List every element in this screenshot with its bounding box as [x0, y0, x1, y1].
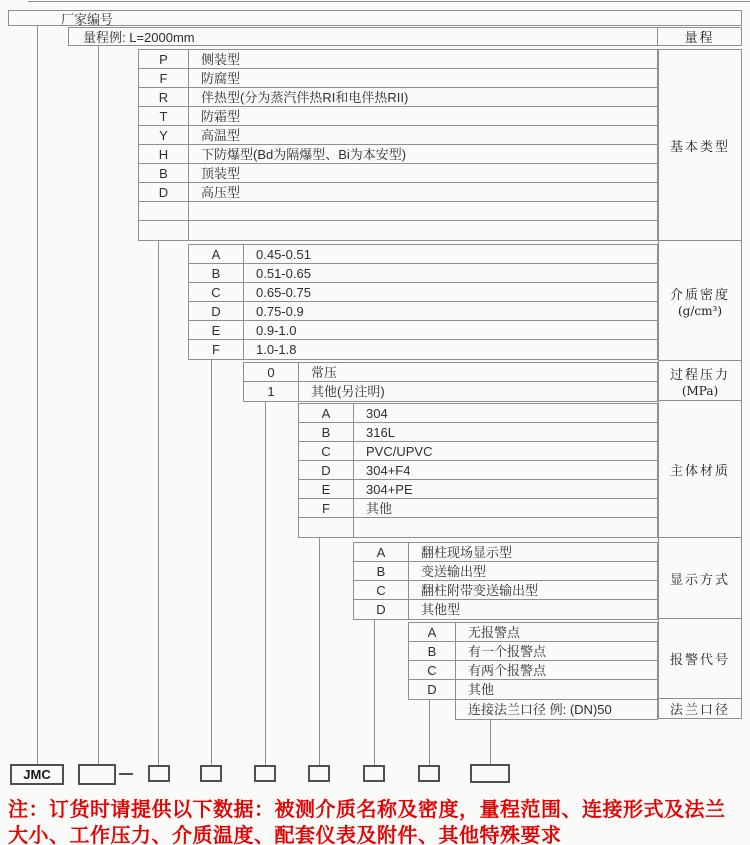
table-row — [354, 600, 657, 619]
model-code-box-density — [200, 765, 222, 782]
range-section-label: 量程 — [657, 28, 741, 45]
desc-cell: 其他型 — [421, 602, 461, 617]
model-dash — [119, 773, 133, 775]
code-cell: 0 — [244, 363, 299, 381]
code-cell: D — [139, 183, 189, 201]
table-row — [244, 382, 657, 401]
section-body-material — [298, 403, 658, 538]
table-row — [409, 623, 657, 642]
connector-line — [158, 241, 159, 765]
table-row — [354, 581, 657, 600]
code-cell: Y — [139, 126, 189, 144]
desc-cell: 0.51-0.65 — [256, 265, 311, 281]
code-cell: C — [354, 581, 409, 599]
table-row — [456, 700, 657, 719]
desc-cell: 下防爆型(Bd为隔爆型、Bi为本安型) — [201, 146, 407, 162]
table-row-empty — [299, 518, 657, 537]
desc-cell: 0.9-1.0 — [256, 322, 297, 338]
label-medium-density: 介质密度 (g/cm³) — [658, 240, 742, 361]
desc-cell: 1.0-1.8 — [256, 342, 297, 357]
model-range-box — [78, 764, 116, 785]
desc-cell: PVC/UPVC — [366, 443, 433, 459]
section-flange-size — [455, 699, 658, 720]
code-cell: D — [189, 302, 244, 320]
table-row — [189, 340, 657, 359]
code-cell: A — [299, 404, 354, 422]
connector-line — [211, 360, 212, 765]
table-row — [189, 245, 657, 264]
top-border-line — [28, 1, 750, 2]
desc-cell: 翻柱现场显示型 — [421, 544, 513, 560]
table-row — [189, 264, 657, 283]
table-row — [299, 442, 657, 461]
code-cell: A — [409, 623, 456, 641]
desc-cell: 变送输出型 — [421, 563, 487, 579]
connector-line — [490, 720, 491, 764]
desc-cell: 0.45-0.51 — [256, 246, 311, 262]
code-cell: R — [139, 88, 189, 106]
ordering-note-line2: 大小、工作压力、介质温度、配套仪表及附件、其他特殊要求 — [8, 825, 562, 845]
code-cell: C — [299, 442, 354, 460]
connector-line — [37, 26, 38, 764]
section-display-mode — [353, 542, 658, 620]
code-cell: B — [354, 562, 409, 580]
table-row — [354, 562, 657, 581]
desc-cell: 304+PE — [366, 481, 413, 497]
code-cell: B — [189, 264, 244, 282]
code-cell: C — [409, 661, 456, 679]
table-row — [299, 423, 657, 442]
table-row — [409, 680, 657, 699]
range-example-text: 量程例: L=2000mm — [83, 30, 195, 45]
desc-cell: 常压 — [311, 364, 338, 380]
desc-cell: 高压型 — [201, 184, 241, 200]
desc-cell: 有两个报警点 — [468, 662, 547, 678]
model-code-box-material — [308, 765, 330, 782]
table-row — [244, 363, 657, 382]
label-body-material: 主体材质 — [658, 400, 742, 538]
code-cell — [139, 221, 189, 240]
section-medium-density — [188, 244, 658, 360]
desc-cell: 翻柱附带变送输出型 — [421, 582, 539, 598]
table-row — [139, 183, 657, 202]
desc-cell: 有一个报警点 — [468, 643, 547, 659]
table-row — [299, 499, 657, 518]
desc-cell: 高温型 — [201, 127, 241, 143]
label-display-mode: 显示方式 — [658, 537, 742, 619]
code-cell: A — [354, 543, 409, 561]
connector-line — [98, 46, 99, 764]
desc-cell: 304 — [366, 405, 388, 421]
section-process-pressure — [243, 362, 658, 402]
model-code-box-flange — [470, 764, 510, 783]
code-cell: D — [299, 461, 354, 479]
code-cell — [299, 518, 354, 537]
table-row — [299, 404, 657, 423]
code-cell: F — [139, 69, 189, 87]
table-row — [409, 642, 657, 661]
label-flange-size: 法兰口径 — [658, 698, 742, 719]
connector-line — [429, 700, 430, 765]
connector-line — [265, 402, 266, 765]
table-row — [299, 461, 657, 480]
code-cell: T — [139, 107, 189, 125]
model-code-box-pressure — [254, 765, 276, 782]
code-cell: C — [189, 283, 244, 301]
table-row-empty — [139, 202, 657, 221]
code-cell: H — [139, 145, 189, 163]
table-row — [189, 283, 657, 302]
code-cell: E — [299, 480, 354, 498]
code-cell: D — [409, 680, 456, 699]
desc-cell: 0.75-0.9 — [256, 303, 304, 319]
code-cell: F — [189, 340, 244, 359]
model-code-box-display — [363, 765, 385, 782]
label-process-pressure: 过程压力 (MPa) — [658, 360, 742, 401]
table-row — [354, 543, 657, 562]
desc-cell: 其他 — [366, 500, 393, 516]
code-cell: A — [189, 245, 244, 263]
table-row — [139, 145, 657, 164]
code-cell: B — [409, 642, 456, 660]
table-row — [189, 321, 657, 340]
desc-cell: 无报警点 — [468, 624, 521, 640]
section-basic-type — [138, 49, 658, 241]
desc-cell: 顶装型 — [201, 165, 241, 181]
desc-cell: 侧装型 — [201, 51, 241, 67]
code-cell: B — [139, 164, 189, 182]
label-alarm-code: 报警代号 — [658, 618, 742, 699]
code-cell: P — [139, 50, 189, 68]
code-cell: 1 — [244, 382, 299, 401]
table-row — [189, 302, 657, 321]
desc-cell: 316L — [366, 424, 395, 440]
connector-line — [374, 620, 375, 765]
table-row-empty — [139, 221, 657, 240]
desc-cell: 其他(另注明) — [311, 384, 385, 399]
desc-cell: 防腐型 — [201, 70, 241, 86]
code-cell: D — [354, 600, 409, 619]
label-basic-type: 基本类型 — [658, 49, 742, 241]
desc-cell: 0.65-0.75 — [256, 284, 311, 300]
model-code-box-alarm — [418, 765, 440, 782]
section-alarm-code — [408, 622, 658, 700]
flange-text: 连接法兰口径 例: (DN)50 — [468, 702, 612, 717]
code-cell: E — [189, 321, 244, 339]
desc-cell: 防霜型 — [201, 108, 241, 124]
model-code-box-basic-type — [148, 765, 170, 782]
model-prefix-box: JMC — [10, 764, 64, 785]
table-row — [139, 164, 657, 183]
desc-cell: 伴热型(分为蒸汽伴热RI和电伴热RII) — [201, 89, 409, 105]
table-row — [139, 107, 657, 126]
table-row — [299, 480, 657, 499]
connector-line — [319, 538, 320, 765]
manufacturer-label: 厂家编号 — [61, 11, 114, 27]
code-cell: F — [299, 499, 354, 517]
table-row — [139, 69, 657, 88]
table-row — [139, 50, 657, 69]
table-row — [409, 661, 657, 680]
manufacturer-row — [8, 10, 742, 26]
table-row — [139, 88, 657, 107]
desc-cell: 其他 — [468, 682, 495, 697]
table-row — [139, 126, 657, 145]
code-cell — [139, 202, 189, 220]
desc-cell: 304+F4 — [366, 462, 411, 478]
code-cell: B — [299, 423, 354, 441]
ordering-note-line1: 注：订货时请提供以下数据：被测介质名称及密度，量程范围、连接形式及法兰 — [8, 799, 726, 821]
range-row — [68, 27, 742, 46]
